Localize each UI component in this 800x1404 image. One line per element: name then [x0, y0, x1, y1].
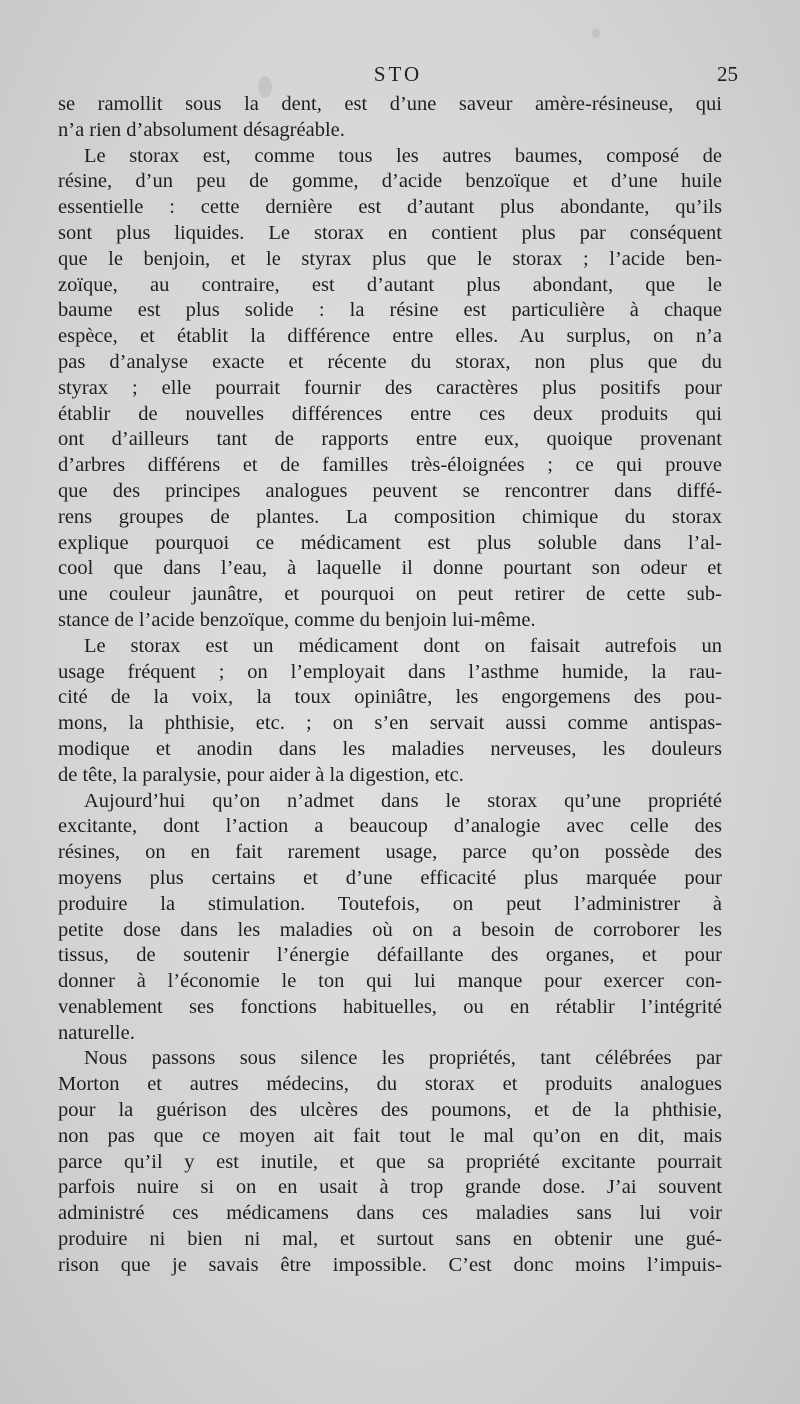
text-line: cool que dans l’eau, à laquelle il donne pourtant son odeur et: [58, 557, 722, 580]
text-line: Le storax est, comme tous les autres baumes, composé de: [84, 144, 722, 167]
text-line: produire la stimulation. Toutefois, on peut l’administrer à: [58, 892, 722, 915]
text-line: explique pourquoi ce médicament est plus soluble dans l’al-: [58, 531, 722, 554]
text-line: n’a rien d’absolument désagréable.: [58, 118, 345, 141]
running-head: STO: [373, 62, 423, 86]
text-line: tissus, de soutenir l’énergie défaillante des organes, et pour: [58, 944, 722, 967]
text-line: pas d’analyse exacte et récente du storax, non plus que du: [58, 350, 722, 373]
text-line: naturelle.: [58, 1021, 135, 1044]
text-line: résine, d’un peu de gomme, d’acide benzoïque et d’une huile: [58, 170, 722, 193]
text-line: résines, on en fait rarement usage, parce qu’on possède des: [58, 841, 722, 864]
text-line: établir de nouvelles différences entre ces deux produits qui: [58, 402, 722, 425]
text-line: baume est plus solide : la résine est particulière à chaque: [58, 299, 722, 322]
text-line: modique et anodin dans les maladies nerveuses, les douleurs: [58, 737, 722, 760]
text-line: venablement ses fonctions habituelles, ou en rétablir l’intégrité: [58, 995, 722, 1018]
text-line: espèce, et établit la différence entre elles. Au surplus, on n’a: [58, 325, 722, 348]
text-line: essentielle : cette dernière est d’autant plus abondante, qu’ils: [58, 196, 722, 219]
text-line: administré ces médicamens dans ces maladies sans lui voir: [58, 1202, 722, 1225]
text-line: stance de l’acide benzoïque, comme du benjoin lui-même.: [58, 608, 536, 631]
text-line: ont d’ailleurs tant de rapports entre eux, quoique provenant: [58, 428, 722, 451]
text-line: Le storax est un médicament dont on faisait autrefois un: [84, 634, 722, 657]
page-number: 25: [717, 62, 738, 86]
text-line: d’arbres différens et de familles très-éloignées ; ce qui prouve: [58, 454, 722, 477]
text-line: produire ni bien ni mal, et surtout sans en obtenir une gué-: [58, 1228, 722, 1251]
text-line: usage fréquent ; on l’employait dans l’asthme humide, la rau-: [58, 660, 722, 683]
text-line: rens groupes de plantes. La composition chimique du storax: [58, 505, 722, 528]
text-line: Morton et autres médecins, du storax et produits analogues: [58, 1073, 722, 1096]
text-line: que le benjoin, et le styrax plus que le storax ; l’acide ben-: [58, 247, 722, 270]
text-line: petite dose dans les maladies où on a besoin de corroborer les: [58, 918, 722, 941]
text-line: styrax ; elle pourrait fournir des caractères plus positifs pour: [58, 376, 722, 399]
text-line: mons, la phthisie, etc. ; on s’en servait aussi comme antispas-: [58, 712, 722, 735]
text-line: se ramollit sous la dent, est d’une saveur amère-résineuse, qui: [58, 93, 722, 115]
text-line: Aujourd’hui qu’on n’admet dans le storax qu’une propriété: [84, 789, 722, 812]
text-line: sont plus liquides. Le storax en contient plus par conséquent: [58, 221, 722, 244]
text-line: Nous passons sous silence les propriétés, tant célébrées par: [84, 1047, 722, 1070]
body-text: [58, 92, 722, 1279]
text-line: moyens plus certains et d’une efficacité plus marquée pour: [58, 866, 722, 889]
text-line: donner à l’économie le ton qui lui manque pour exercer con-: [58, 970, 722, 993]
text-line: parce qu’il y est inutile, et que sa propriété excitante pourrait: [58, 1150, 722, 1173]
text-line: excitante, dont l’action a beaucoup d’analogie avec celle des: [58, 815, 722, 838]
text-line: une couleur jaunâtre, et pourquoi on peut retirer de cette sub-: [58, 583, 722, 606]
text-line: non pas que ce moyen ait fait tout le mal qu’on en dit, mais: [58, 1124, 722, 1147]
text-line: de tête, la paralysie, pour aider à la digestion, etc.: [58, 763, 464, 786]
text-line: cité de la voix, la toux opiniâtre, les engorgemens des pou-: [58, 686, 722, 709]
text-line: que des principes analogues peuvent se rencontrer dans diffé-: [58, 479, 722, 502]
page-header: [58, 62, 738, 96]
text-line: pour la guérison des ulcères des poumons, et de la phthisie,: [58, 1099, 722, 1122]
text-line: rison que je savais être impossible. C’est donc moins l’impuis-: [58, 1253, 722, 1276]
text-line: zoïque, au contraire, est d’autant plus abondant, que le: [58, 273, 722, 296]
paper-stain: [592, 28, 600, 38]
text-line: parfois nuire si on en usait à trop grande dose. J’ai souvent: [58, 1176, 722, 1199]
